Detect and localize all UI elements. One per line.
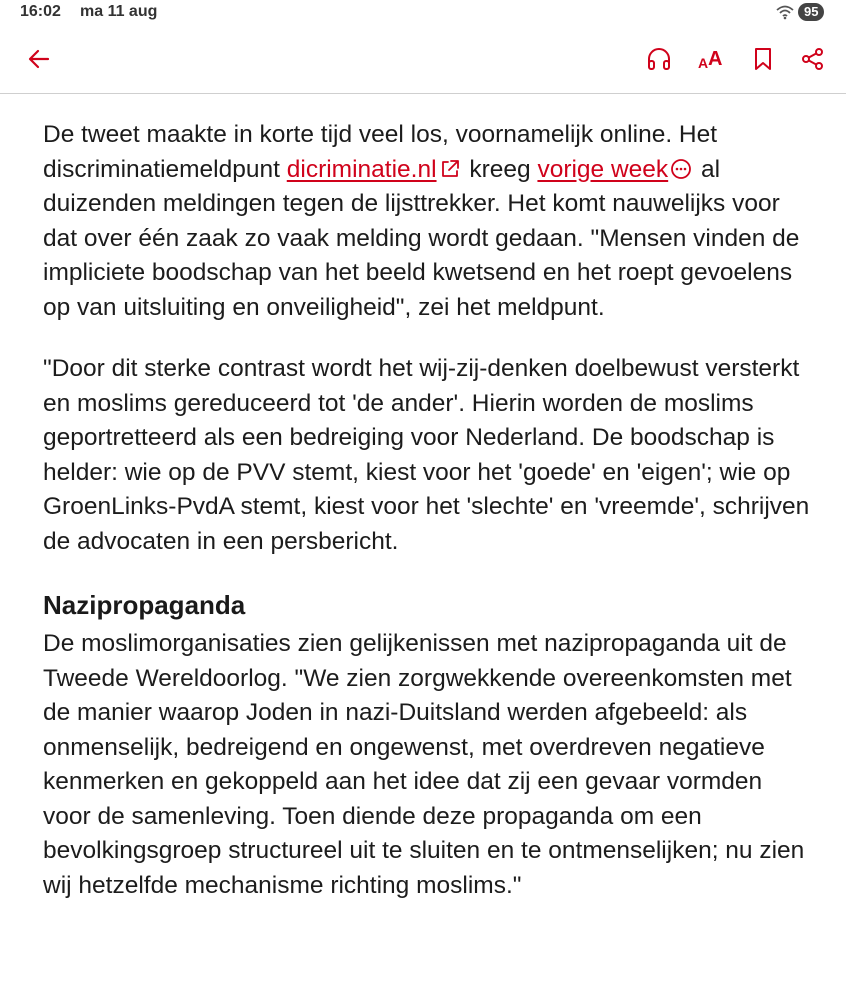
paragraph-1-text-c: al duizenden meldingen tegen de lijsttrekker. Het komt nauwelijks voor dat over één zaak zo vaak melding wordt gedaan. "Mensen vinden de impliciete boodschap van het beeld kwetsend en het roept gevoelens op van uitsluiting en onveiligheid", zei het meldpunt.	[43, 155, 800, 321]
section-heading: Nazipropaganda	[43, 590, 246, 620]
back-arrow-icon[interactable]	[26, 46, 52, 72]
battery-indicator: 95	[798, 3, 824, 21]
more-info-icon	[670, 158, 692, 180]
bookmark-icon[interactable]	[750, 46, 776, 72]
dicriminatie-link[interactable]: dicriminatie.nl	[286, 155, 437, 183]
vorige-week-link[interactable]: vorige week	[537, 155, 669, 183]
app-bar	[0, 26, 846, 94]
status-date: ma 11 aug	[80, 3, 158, 20]
paragraph-1	[43, 118, 813, 325]
text-size-small-label: A	[698, 55, 709, 71]
article-body	[43, 118, 813, 903]
status-bar	[0, 0, 846, 26]
paragraph-2: "Door dit sterke contrast wordt het wij-zij-denken doelbewust versterkt en moslims gereduceerd tot 'de ander'. Hierin worden de moslims geportretteerd als een bedreiging voor Nederland. De boodschap is helder: wie op de PVV stemt, kiest voor het 'goede' en 'eigen'; wie op GroenLinks-PvdA stemt, kiest voor het 'slechte' en 'vreemde', schrijven de advocaten in een persbericht.	[43, 355, 810, 555]
wifi-icon	[776, 4, 794, 20]
text-size-icon[interactable]	[696, 46, 726, 72]
paragraph-3: De moslimorganisaties zien gelijkenissen met nazipropaganda uit de Tweede Wereldoorlog. "We zien zorgwekkende overeenkomsten met de manier waarop Joden in nazi-Duitsland werden afgebeeld: als onmenselijk, bedreigend en ongewenst, met overdreven negatieve kenmerken en gekoppeld aan het idee dat zij een gevaar vormden voor de samenleving. Toen diende deze propaganda om een bevolkingsgroep structureel uit te sluiten en te ontmenselijken; nu zien wij hetzelfde mechanisme richting moslims."	[43, 630, 805, 899]
status-time: 16:02	[20, 3, 61, 20]
paragraph-1-text-a: De tweet maakte in korte tijd veel los, voornamelijk online. Het discriminatiemeldpunt	[43, 121, 718, 183]
headphones-icon[interactable]	[646, 46, 672, 72]
share-icon[interactable]	[800, 46, 826, 72]
external-link-icon	[439, 158, 461, 180]
paragraph-1-text-b: kreeg	[462, 155, 538, 183]
text-size-large-label: A	[708, 48, 723, 70]
